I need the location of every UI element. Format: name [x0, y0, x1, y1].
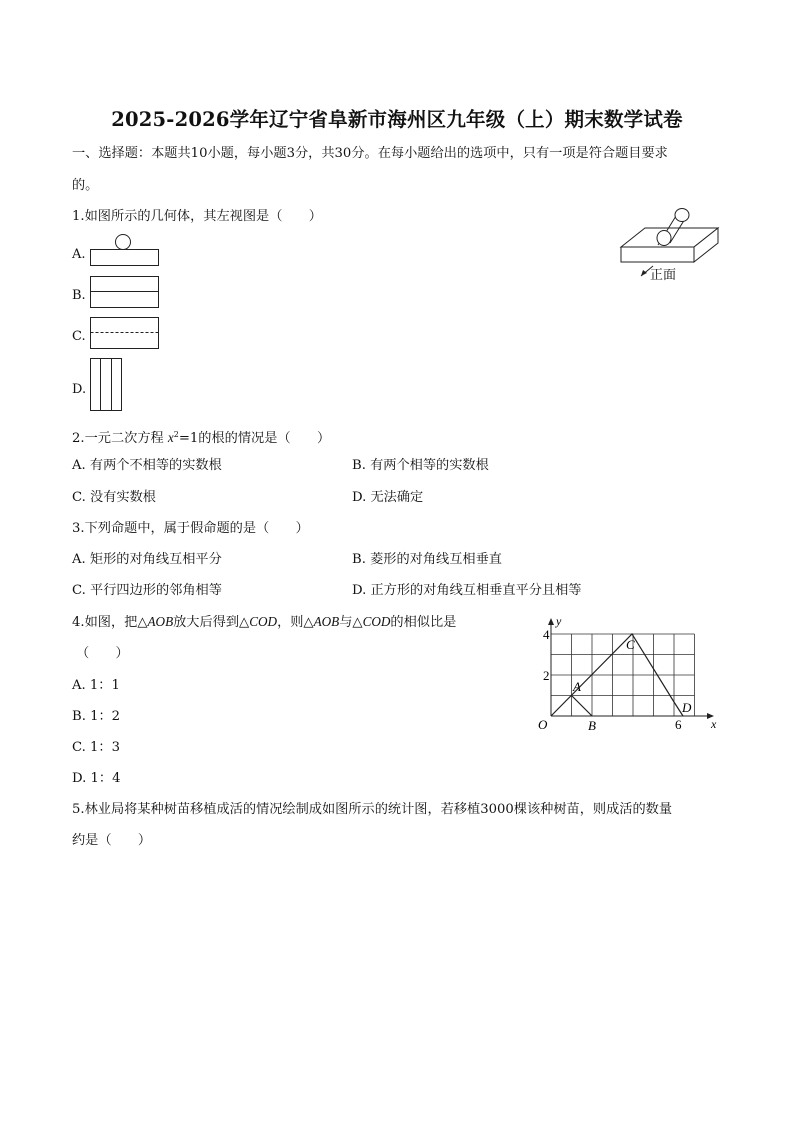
- q4-tick-4: 4: [543, 627, 550, 642]
- q2-option-a: A. 有两个不相等的实数根: [72, 458, 222, 473]
- q4-triangle-aob: AOB: [147, 614, 174, 629]
- q5-stem-line2: 约是（ ）: [72, 833, 152, 848]
- q4-triangle-aob-2: AOB: [313, 614, 340, 629]
- q1-option-c-label: C.: [72, 329, 86, 344]
- q2-stem-after: =1的根的情况是（ ）: [178, 431, 331, 446]
- q2-option-b: B. 有两个相等的实数根: [352, 458, 489, 473]
- q4-point-d-label: D: [682, 700, 692, 715]
- q4-tick-6: 6: [675, 717, 682, 732]
- q4-coordinate-grid: [534, 612, 734, 742]
- q4-line-ab: [572, 696, 593, 717]
- q2-stem-before: 2.一元二次方程: [72, 431, 168, 446]
- q4-triangle-cod: COD: [249, 614, 278, 629]
- q5-stem-line1: 5.林业局将某种树苗移植成活的情况绘制成如图所示的统计图，若移植3000棵该种树苗，则成活的数量: [72, 802, 673, 817]
- section-heading-line1: 一、选择题：本题共10小题，每小题3分，共30分。在每小题给出的选项中，只有一项是符合题目要求: [72, 146, 668, 161]
- q4-origin-label: O: [538, 717, 548, 732]
- q4-y-axis-arrow: [548, 618, 554, 625]
- q1-option-c-drawing: [88, 317, 168, 357]
- q4-grid-lines: [551, 634, 695, 716]
- q4-option-d: D. 1：4: [72, 771, 121, 786]
- q2-option-c: C. 没有实数根: [72, 490, 156, 505]
- q4-point-a-label: A: [573, 679, 581, 694]
- q4-stem-part2: 放大后得到△: [173, 615, 250, 630]
- q4-triangle-cod-2: COD: [362, 614, 391, 629]
- q3-option-c: C. 平行四边形的邻角相等: [72, 583, 222, 598]
- q4-point-c-label: C: [626, 637, 635, 652]
- q1-option-a-label: A.: [72, 247, 86, 262]
- q2-option-d: D. 无法确定: [352, 490, 424, 505]
- q2-variable: x: [167, 430, 174, 445]
- q3-option-a: A. 矩形的对角线互相平分: [72, 552, 222, 567]
- q4-stem-part4: 与△: [339, 615, 363, 630]
- q1-option-b-drawing: [88, 276, 168, 316]
- q1-stem: 1.如图所示的几何体，其左视图是（ ）: [72, 209, 322, 224]
- q3-stem: 3.下列命题中，属于假命题的是（ ）: [72, 521, 309, 536]
- q4-x-axis-label: x: [711, 717, 717, 731]
- q4-stem-part3: ，则△: [277, 615, 314, 630]
- q4-stem-part5: 的相似比是: [390, 615, 457, 630]
- q1-option-d-label: D.: [72, 382, 87, 397]
- q4-option-b: B. 1：2: [72, 709, 121, 724]
- q3-option-d: D. 正方形的对角线互相垂直平分且相等: [352, 583, 582, 598]
- exam-title: 2025-2026学年辽宁省阜新市海州区九年级（上）期末数学试卷: [111, 108, 683, 131]
- q4-point-b-label: B: [588, 718, 596, 733]
- q1-option-a-drawing: [88, 232, 168, 272]
- q2-stem: [72, 427, 330, 447]
- q1-front-label: 正面: [650, 268, 677, 283]
- q1-option-b-label: B.: [72, 288, 86, 303]
- q4-tick-2: 2: [543, 668, 550, 683]
- q4-y-axis-label: y: [556, 614, 562, 628]
- q3-option-b: B. 菱形的对角线互相垂直: [352, 552, 502, 567]
- q1-option-d-drawing: [88, 358, 128, 414]
- q4-stem-part1: 4.如图，把△: [72, 615, 148, 630]
- q4-option-a: A. 1：1: [72, 678, 120, 693]
- q4-answer-paren: （ ）: [76, 646, 129, 661]
- q2-exponent: 2: [173, 430, 179, 439]
- q4-stem: [72, 614, 456, 631]
- section-heading-line2: 的。: [72, 178, 99, 193]
- q4-option-c: C. 1：3: [72, 740, 120, 755]
